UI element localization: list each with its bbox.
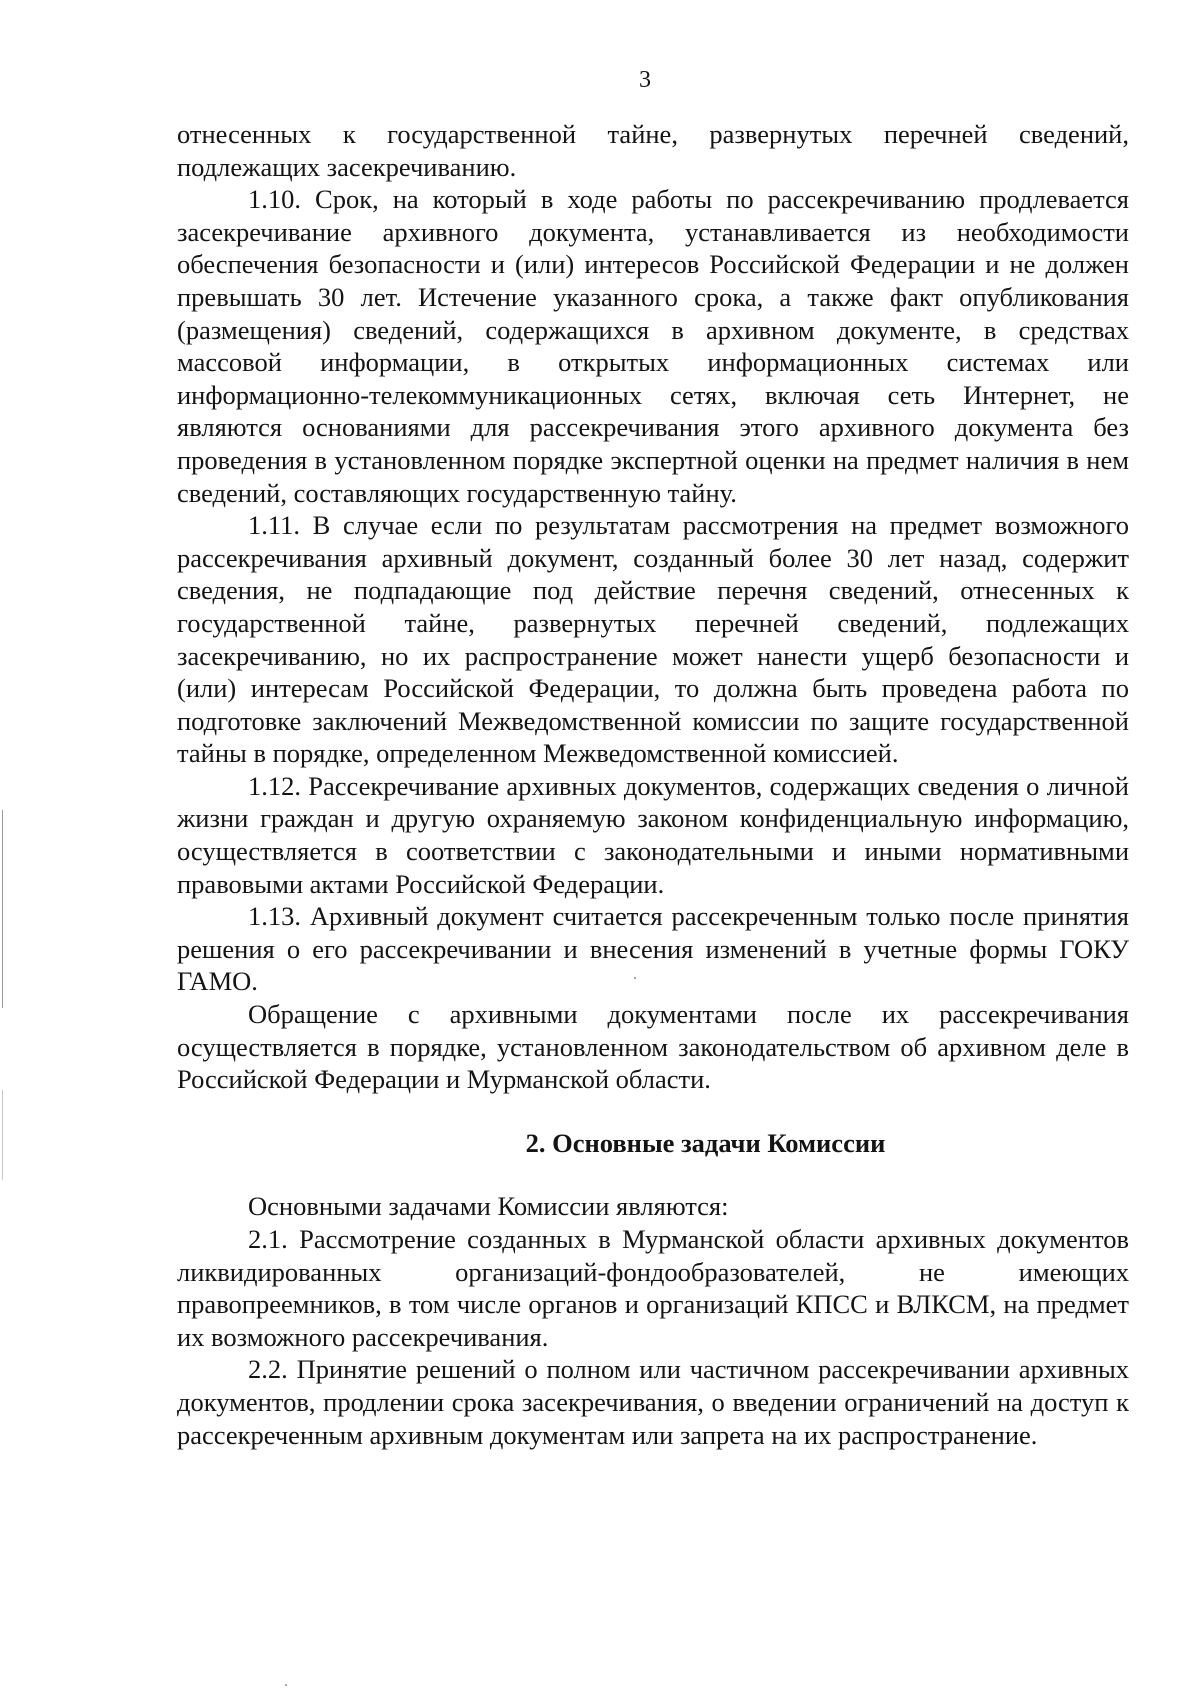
paragraph-2-2: 2.2. Принятие решений о полном или частичном рассекречивании архивных документов, продлении срока засекречивания, о введении ограничений на доступ к рассекреченным архивным документам или запрета на их распространение. xyxy=(177,1354,1129,1450)
section-2-heading xyxy=(177,1127,1129,1160)
paragraph-1-13: 1.13. Архивный документ считается рассекреченным только после принятия решения о его рассекречивании и внесения изменений в учетные формы ГОКУ ГАМО. xyxy=(177,901,1129,997)
paragraph-1-10: 1.10. Срок, на который в ходе работы по рассекречиванию продлевается засекречивание архивного документа, устанавливается из необходимости обеспечения безопасности и (или) интересов Российской Федерации и не должен превышать 30 лет. Истечение указанного срока, а также факт опубликования (размещения) сведений, содержащихся в архивном документе, в средствах массовой информации, в открытых информационных системах или информационно-телекоммуникационных сетях, включая сеть Интернет, не являются основаниями для рассекречивания этого архивного документа без проведения в установленном порядке экспертной оценки на предмет наличия в нем сведений, составляющих государственную тайну. xyxy=(177,184,1129,508)
paragraph-continuation: отнесенных к государственной тайне, развернутых перечней сведений, подлежащих засекречиванию. xyxy=(177,119,1129,182)
paragraph-declassified-handling: Обращение с архивными документами после их рассекречивания осуществляется в порядке, установленном законодательством об архивном деле в Российской Федерации и Мурманской области. xyxy=(177,999,1129,1095)
paragraph-1-12: 1.12. Рассекречивание архивных документов, содержащих сведения о личной жизни граждан и другую охраняемую законом конфиденциальную информацию, осуществляется в соответствии с законодательными и иными нормативными правовыми актами Российской Федерации. xyxy=(177,770,1129,899)
document-body xyxy=(177,118,1129,1451)
scan-edge-mark xyxy=(2,1090,3,1180)
paragraph-1-11: 1.11. В случае если по результатам рассмотрения на предмет возможного рассекречивания архивный документ, созданный более 30 лет назад, содержит сведения, не подпадающие под действие перечня сведений, отнесенных к государственной тайне, развернутых перечней сведений, подлежащих засекречиванию, но их распространение может нанести ущерб безопасности и (или) интересам Российской Федерации, то должна быть проведена работа по подготовке заключений Межведомственной комиссии по защите государственной тайны в порядке, определенном Межведомственной комиссией. xyxy=(177,510,1129,769)
section-2-intro: Основными задачами Комиссии являются: xyxy=(248,1191,729,1222)
scan-edge-mark xyxy=(2,810,3,1008)
paragraph-2-1: 2.1. Рассмотрение созданных в Мурманской области архивных документов ликвидированных организаций-фондообразователей, не имеющих правопреемников, в том числе органов и организаций КПСС и ВЛКСМ, на предмет их возможного рассекречивания. xyxy=(177,1224,1129,1352)
page-number: 3 xyxy=(639,67,651,93)
section-2-heading-text: 2. Основные задачи Комиссии xyxy=(525,1127,886,1158)
scan-speck xyxy=(285,1684,287,1686)
scan-speck xyxy=(634,977,636,979)
